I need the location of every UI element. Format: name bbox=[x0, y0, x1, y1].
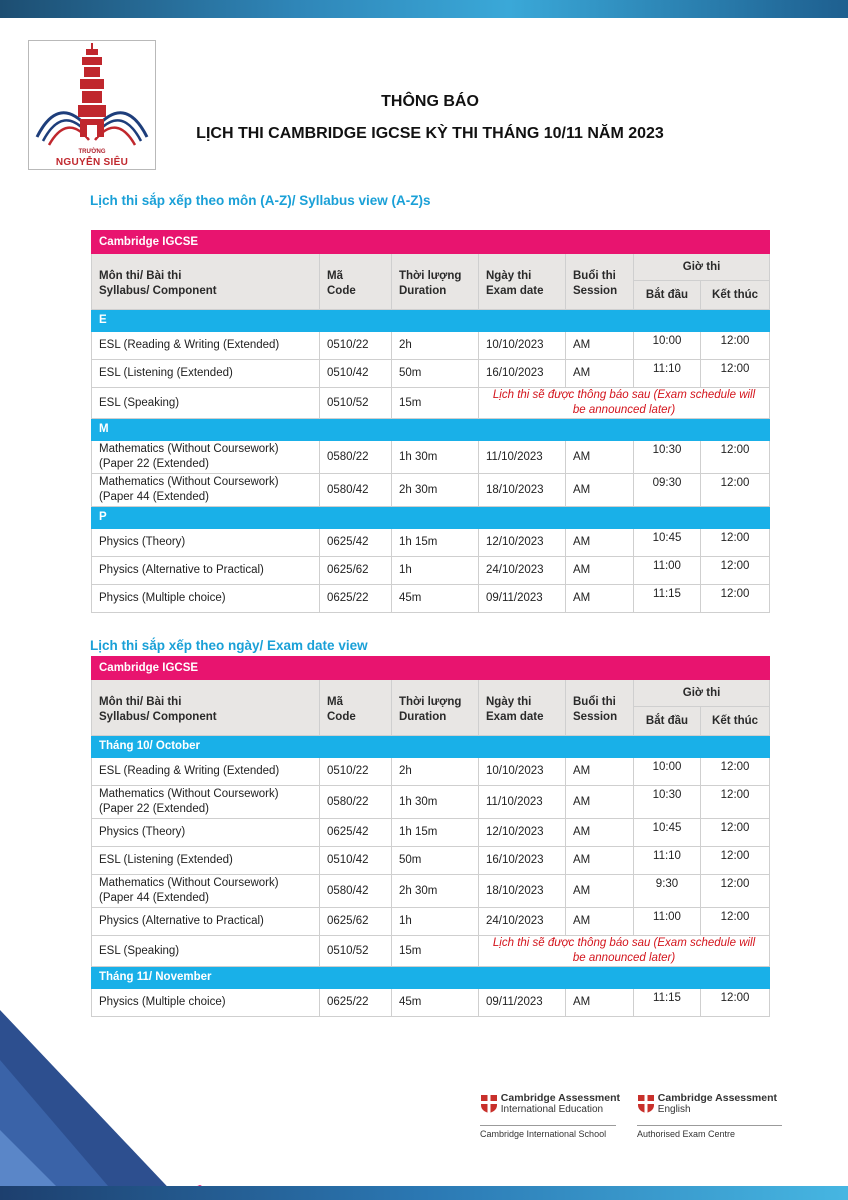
header-start: Bắt đầu bbox=[634, 707, 701, 736]
table-group-row bbox=[92, 967, 770, 989]
syllabus-view-table bbox=[91, 230, 770, 613]
syllabus-line2: (Paper 44 (Extended) bbox=[99, 892, 209, 904]
cell-session: AM bbox=[566, 360, 634, 388]
header-duration bbox=[392, 254, 479, 310]
cell-code: 0580/42 bbox=[320, 875, 392, 908]
cell-session: AM bbox=[566, 875, 634, 908]
cie-divider bbox=[480, 1125, 616, 1126]
header-end: Kết thúc bbox=[701, 281, 770, 310]
note-line1: Lịch thi sẽ được thông báo sau (Exam schedule will bbox=[492, 937, 756, 949]
cell-session: AM bbox=[566, 786, 634, 819]
cell-date: 12/10/2023 bbox=[479, 529, 566, 557]
cell-duration: 45m bbox=[392, 989, 479, 1017]
cell-syllabus bbox=[92, 936, 320, 967]
cell-duration: 1h 15m bbox=[392, 529, 479, 557]
cell-code: 0510/42 bbox=[320, 360, 392, 388]
syllabus-line1: ESL (Reading & Writing (Extended) bbox=[99, 765, 280, 777]
cell-start: 09:30 bbox=[634, 474, 701, 507]
table-row bbox=[92, 529, 770, 557]
header-duration-vi: Thời lượng bbox=[399, 695, 462, 708]
cae-divider bbox=[637, 1125, 782, 1126]
cell-session: AM bbox=[566, 847, 634, 875]
cell-session: AM bbox=[566, 908, 634, 936]
syllabus-line1: Physics (Multiple choice) bbox=[99, 592, 226, 604]
cell-code: 0625/42 bbox=[320, 819, 392, 847]
cell-syllabus bbox=[92, 989, 320, 1017]
cell-start: 11:15 bbox=[634, 989, 701, 1017]
cell-syllabus bbox=[92, 474, 320, 507]
cell-code: 0580/22 bbox=[320, 786, 392, 819]
note-line2: be announced later) bbox=[572, 952, 676, 964]
cell-code: 0580/42 bbox=[320, 474, 392, 507]
logo-school-name: NGUYỄN SIÊU bbox=[55, 157, 129, 168]
cell-code: 0510/52 bbox=[320, 936, 392, 967]
cie-line1: Cambridge Assessment bbox=[500, 1092, 621, 1104]
cell-start: 10:45 bbox=[634, 529, 701, 557]
note-line1: Lịch thi sẽ được thông báo sau (Exam schedule will bbox=[492, 389, 756, 401]
cell-date: 18/10/2023 bbox=[479, 875, 566, 908]
cell-code: 0510/42 bbox=[320, 847, 392, 875]
header-code-vi: Mã bbox=[327, 695, 343, 708]
cell-date: 24/10/2023 bbox=[479, 557, 566, 585]
cell-start: 9:30 bbox=[634, 875, 701, 908]
cae-subtitle: Authorised Exam Centre bbox=[637, 1129, 736, 1139]
cell-syllabus bbox=[92, 360, 320, 388]
notice-title: THÔNG BÁO bbox=[381, 93, 479, 110]
cell-start: 10:00 bbox=[634, 332, 701, 360]
cell-syllabus bbox=[92, 585, 320, 613]
table-row bbox=[92, 786, 770, 819]
table-group-row bbox=[92, 736, 770, 758]
cell-end: 12:00 bbox=[701, 875, 770, 908]
cae-logo bbox=[637, 1093, 777, 1115]
cell-end: 12:00 bbox=[701, 557, 770, 585]
cell-duration: 15m bbox=[392, 936, 479, 967]
header-code bbox=[320, 254, 392, 310]
header-session bbox=[566, 680, 634, 736]
cell-end: 12:00 bbox=[701, 332, 770, 360]
cell-duration: 2h 30m bbox=[392, 474, 479, 507]
cell-session: AM bbox=[566, 441, 634, 474]
header-date-vi: Ngày thi bbox=[486, 269, 532, 282]
cell-date: 10/10/2023 bbox=[479, 332, 566, 360]
cell-duration: 1h 30m bbox=[392, 786, 479, 819]
cell-start: 11:10 bbox=[634, 847, 701, 875]
syllabus-line1: ESL (Speaking) bbox=[99, 944, 180, 957]
header-session-vi: Buổi thi bbox=[573, 269, 616, 282]
cell-duration: 15m bbox=[392, 388, 479, 419]
cae-line1: Cambridge Assessment bbox=[657, 1092, 778, 1104]
syllabus-line1: ESL (Speaking) bbox=[99, 396, 180, 409]
cell-start: 10:30 bbox=[634, 441, 701, 474]
cell-start: 11:00 bbox=[634, 908, 701, 936]
cell-date: 18/10/2023 bbox=[479, 474, 566, 507]
syllabus-line1: Mathematics (Without Coursework) bbox=[99, 788, 279, 800]
cell-date: 12/10/2023 bbox=[479, 819, 566, 847]
cell-duration: 1h bbox=[392, 908, 479, 936]
table-row bbox=[92, 360, 770, 388]
table-header-row bbox=[92, 254, 770, 281]
cell-end: 12:00 bbox=[701, 585, 770, 613]
table-row bbox=[92, 758, 770, 786]
top-decorative-bar bbox=[0, 0, 848, 18]
cell-code: 0510/22 bbox=[320, 758, 392, 786]
cell-duration: 1h 15m bbox=[392, 819, 479, 847]
cae-line2: English bbox=[657, 1104, 691, 1115]
header-session-en: Session bbox=[573, 710, 618, 723]
cell-syllabus bbox=[92, 441, 320, 474]
cambridge-crest-icon bbox=[637, 1094, 655, 1114]
cell-syllabus bbox=[92, 908, 320, 936]
header-end: Kết thúc bbox=[701, 707, 770, 736]
table-row bbox=[92, 908, 770, 936]
header-duration-vi: Thời lượng bbox=[399, 269, 462, 282]
cell-code: 0625/62 bbox=[320, 557, 392, 585]
cell-end: 12:00 bbox=[701, 908, 770, 936]
cell-duration: 45m bbox=[392, 585, 479, 613]
table-row bbox=[92, 819, 770, 847]
syllabus-line1: Mathematics (Without Coursework) bbox=[99, 443, 279, 455]
cell-start: 11:10 bbox=[634, 360, 701, 388]
syllabus-line1: Mathematics (Without Coursework) bbox=[99, 476, 279, 488]
table-band-row bbox=[92, 657, 770, 680]
table-group-row bbox=[92, 419, 770, 441]
cell-date: 10/10/2023 bbox=[479, 758, 566, 786]
cell-code: 0625/42 bbox=[320, 529, 392, 557]
header-code-vi: Mã bbox=[327, 269, 343, 282]
table-header-row bbox=[92, 680, 770, 707]
table-row bbox=[92, 332, 770, 360]
table-band-label: Cambridge IGCSE bbox=[92, 231, 770, 254]
cell-code: 0510/52 bbox=[320, 388, 392, 419]
syllabus-line1: ESL (Listening (Extended) bbox=[99, 854, 233, 866]
cell-date: 24/10/2023 bbox=[479, 908, 566, 936]
cell-date: 11/10/2023 bbox=[479, 441, 566, 474]
cell-code: 0625/22 bbox=[320, 989, 392, 1017]
cell-session: AM bbox=[566, 585, 634, 613]
table-row bbox=[92, 847, 770, 875]
header-code bbox=[320, 680, 392, 736]
header-time: Giờ thi bbox=[634, 680, 770, 707]
date-view-title: Lịch thi sắp xếp theo ngày/ Exam date view bbox=[90, 638, 368, 653]
header-duration-en: Duration bbox=[399, 710, 447, 723]
cell-duration: 2h 30m bbox=[392, 875, 479, 908]
cell-duration: 1h 30m bbox=[392, 441, 479, 474]
cell-syllabus bbox=[92, 786, 320, 819]
syllabus-line1: ESL (Reading & Writing (Extended) bbox=[99, 339, 280, 351]
cell-end: 12:00 bbox=[701, 847, 770, 875]
table-row bbox=[92, 557, 770, 585]
cell-date: 11/10/2023 bbox=[479, 786, 566, 819]
cell-date: 16/10/2023 bbox=[479, 360, 566, 388]
header-session bbox=[566, 254, 634, 310]
syllabus-line1: Physics (Theory) bbox=[99, 826, 186, 838]
table-group-row bbox=[92, 310, 770, 332]
cell-schedule-note bbox=[479, 388, 770, 419]
cell-duration: 2h bbox=[392, 332, 479, 360]
cell-end: 12:00 bbox=[701, 989, 770, 1017]
cell-session: AM bbox=[566, 758, 634, 786]
cell-end: 12:00 bbox=[701, 786, 770, 819]
table-row bbox=[92, 388, 770, 419]
cell-session: AM bbox=[566, 819, 634, 847]
cell-start: 10:00 bbox=[634, 758, 701, 786]
header-date bbox=[479, 254, 566, 310]
table-row bbox=[92, 474, 770, 507]
table-row bbox=[92, 875, 770, 908]
table-row bbox=[92, 585, 770, 613]
cell-syllabus bbox=[92, 388, 320, 419]
group-label: E bbox=[92, 310, 770, 332]
header-duration bbox=[392, 680, 479, 736]
cie-logo bbox=[480, 1093, 620, 1115]
table-group-row bbox=[92, 507, 770, 529]
group-label: M bbox=[92, 419, 770, 441]
pagoda-icon bbox=[29, 41, 155, 151]
note-line2: be announced later) bbox=[572, 404, 676, 416]
cell-date: 09/11/2023 bbox=[479, 585, 566, 613]
syllabus-line2: (Paper 44 (Extended) bbox=[99, 491, 209, 503]
syllabus-line1: Physics (Theory) bbox=[99, 536, 186, 548]
table-band-row bbox=[92, 231, 770, 254]
table-row bbox=[92, 989, 770, 1017]
header-code-en: Code bbox=[327, 284, 356, 297]
cell-end: 12:00 bbox=[701, 529, 770, 557]
syllabus-line1: Mathematics (Without Coursework) bbox=[99, 877, 279, 889]
cell-syllabus bbox=[92, 758, 320, 786]
cell-schedule-note bbox=[479, 936, 770, 967]
table-row bbox=[92, 936, 770, 967]
header-time: Giờ thi bbox=[634, 254, 770, 281]
cell-code: 0625/62 bbox=[320, 908, 392, 936]
school-logo bbox=[28, 40, 156, 170]
header-date-en: Exam date bbox=[486, 284, 544, 297]
cell-start: 10:45 bbox=[634, 819, 701, 847]
bottom-decorative-bar bbox=[0, 1186, 848, 1200]
group-label: P bbox=[92, 507, 770, 529]
cambridge-crest-icon bbox=[480, 1094, 498, 1114]
header-syllabus-en: Syllabus/ Component bbox=[99, 710, 217, 723]
cell-syllabus bbox=[92, 332, 320, 360]
syllabus-line1: Physics (Alternative to Practical) bbox=[99, 915, 264, 927]
cell-date: 09/11/2023 bbox=[479, 989, 566, 1017]
notice-subtitle: LỊCH THI CAMBRIDGE IGCSE KỲ THI THÁNG 10/11 NĂM 2023 bbox=[196, 125, 664, 142]
cell-end: 12:00 bbox=[701, 441, 770, 474]
header-syllabus-en: Syllabus/ Component bbox=[99, 284, 217, 297]
header-syllabus-vi: Môn thi/ Bài thi bbox=[99, 695, 182, 708]
cell-session: AM bbox=[566, 529, 634, 557]
cell-duration: 50m bbox=[392, 847, 479, 875]
cell-session: AM bbox=[566, 557, 634, 585]
header-duration-en: Duration bbox=[399, 284, 447, 297]
cell-start: 10:30 bbox=[634, 786, 701, 819]
syllabus-line1: Physics (Multiple choice) bbox=[99, 996, 226, 1008]
header-code-en: Code bbox=[327, 710, 356, 723]
header-syllabus-vi: Môn thi/ Bài thi bbox=[99, 269, 182, 282]
cell-syllabus bbox=[92, 819, 320, 847]
header-session-en: Session bbox=[573, 284, 618, 297]
syllabus-line2: (Paper 22 (Extended) bbox=[99, 458, 209, 470]
cell-start: 11:00 bbox=[634, 557, 701, 585]
syllabus-line2: (Paper 22 (Extended) bbox=[99, 803, 209, 815]
cell-duration: 2h bbox=[392, 758, 479, 786]
header-syllabus bbox=[92, 680, 320, 736]
table-band-label: Cambridge IGCSE bbox=[92, 657, 770, 680]
cell-duration: 50m bbox=[392, 360, 479, 388]
logo-small-text: TRƯỜNG bbox=[78, 149, 106, 155]
date-view-table bbox=[91, 656, 770, 1017]
cell-syllabus bbox=[92, 847, 320, 875]
cell-syllabus bbox=[92, 529, 320, 557]
group-label: Tháng 10/ October bbox=[92, 736, 770, 758]
cie-line2: International Education bbox=[500, 1104, 604, 1115]
syllabus-line1: Physics (Alternative to Practical) bbox=[99, 564, 264, 576]
cell-end: 12:00 bbox=[701, 819, 770, 847]
syllabus-line1: ESL (Listening (Extended) bbox=[99, 367, 233, 379]
header-syllabus bbox=[92, 254, 320, 310]
header-date bbox=[479, 680, 566, 736]
cell-end: 12:00 bbox=[701, 474, 770, 507]
cell-start: 11:15 bbox=[634, 585, 701, 613]
cell-session: AM bbox=[566, 474, 634, 507]
cell-date: 16/10/2023 bbox=[479, 847, 566, 875]
cell-syllabus bbox=[92, 875, 320, 908]
header-date-vi: Ngày thi bbox=[486, 695, 532, 708]
cell-duration: 1h bbox=[392, 557, 479, 585]
cell-code: 0510/22 bbox=[320, 332, 392, 360]
header-start: Bắt đầu bbox=[634, 281, 701, 310]
cell-code: 0580/22 bbox=[320, 441, 392, 474]
header-date-en: Exam date bbox=[486, 710, 544, 723]
cell-end: 12:00 bbox=[701, 758, 770, 786]
cell-syllabus bbox=[92, 557, 320, 585]
header-session-vi: Buổi thi bbox=[573, 695, 616, 708]
group-label: Tháng 11/ November bbox=[92, 967, 770, 989]
cell-session: AM bbox=[566, 332, 634, 360]
cell-end: 12:00 bbox=[701, 360, 770, 388]
cell-code: 0625/22 bbox=[320, 585, 392, 613]
table-row bbox=[92, 441, 770, 474]
syllabus-view-title: Lịch thi sắp xếp theo môn (A-Z)/ Syllabus view (A-Z)s bbox=[90, 193, 431, 208]
cell-session: AM bbox=[566, 989, 634, 1017]
cie-subtitle: Cambridge International School bbox=[480, 1129, 607, 1139]
